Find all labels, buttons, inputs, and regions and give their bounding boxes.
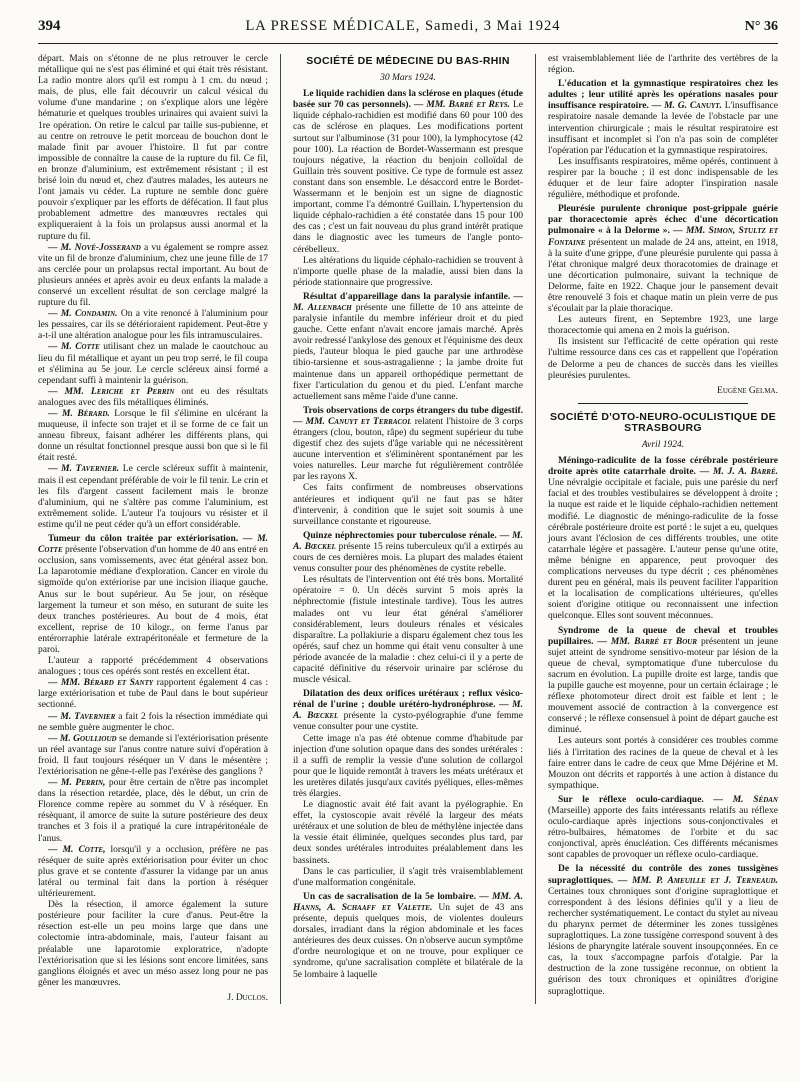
paragraph: — M. Goullioud se demande si l'extériorisation présente un réel avantage sur l'anus contre nature suivi d'opération à froid. Il faut toujours réséquer un V dans le mésentère ; l'extériorisation ne gêne-t-elle pas l'exérèse des ganglions ? <box>38 733 269 777</box>
paragraph: — M. Perrin, pour être certain de n'être pas incomplet dans la résection retardée, place, dès le début, un crin de Florence comme repère au sommet du V à réséquer. En résèquant, il amorce de suite la suture postérieure des deux tranches et 3 fois il a pratiqué la cure intrapéritonéale de l'anus. <box>38 778 269 844</box>
journal-title: LA PRESSE MÉDICALE, Samedi, 3 Mai 1924 <box>245 18 561 34</box>
paragraph: est vraisemblablement liée de l'arthrite des vertèbres de la région. <box>547 54 778 76</box>
paragraph: Les auteurs firent, en Septembre 1923, une large thoracectomie qui amena en 2 mois la guérison. <box>547 315 778 337</box>
section-title: SOCIÉTÉ DE MÉDECINE DU BAS-RHIN <box>306 55 510 67</box>
article: Un cas de sacralisation de la 5e lombaire. — MM. A. Hanns, A. Schaaff et Valette. Un sujet de 43 ans présente, depuis quelques mois, de violentes douleurs dorsales, irradiant dans la région abdominale et les faces antérieures des deux cuisses. On n'observe aucun symptôme d'ordre neurologique et on ne trouve, pour expliquer ce syndrome, qu'une sacralisation complète et bilatérale de la 5e lombaire à laquelle <box>292 891 524 980</box>
paragraph: — M. Condamin. On a vite renoncé à l'aluminium pour les pessaires, car ils se détérioraient rapidement. Peut-être y a-t-il une altération analogue pour les fils intramusculaires. <box>38 309 269 342</box>
article: Pleurésie purulente chronique post-grippale guérie par thoracectomie après échec d'une décortication pulmonaire « à la Delorme ». — MM. Simon, Stultz et Fontaine présentent un malade de 24 ans, atteint, en 1918, à la suite d'une grippe, d'une pleurésie purulente qui passa à l'état chronique malgré deux thoracotomies de drainage et une décortication pulmonaire, suivant la technique de Delorme, faite en 1922. Chaque jour le pansement devait être renouvelé 3 fois et chaque matin un plein verre de pus s'écoulait par la plaie thoracique. <box>547 204 778 315</box>
section-date: 30 Mars 1924. <box>380 73 436 84</box>
section-title: SOCIÉTÉ D'OTO-NEURO-OCULISTIQUE DE STRASBOURG <box>549 410 776 434</box>
article: De la nécessité du contrôle des zones tussigènes supraglottiques. — MM. P. Ameuille et J. Terneaud. Certaines toux chroniques sont d'origine supraglottique et correspondent à des lésions définies qu'il y a lieu de rechercher systématiquement. Le contact du stylet au niveau du pharynx permet de déterminer les zones tussigènes supraglottiques. La zone tussigène correspond souvent à des lésions de pharyngite latérale souvent insoupçonnées. En ce cas, la toux s'accompagne parfois d'otalgie. Par la destruction de la zone tussigène reconnue, on obtient la guérison des toux chroniques et opiniâtres d'origine supraglottique. <box>547 864 778 997</box>
article: Syndrome de la queue de cheval et troubles pupillaires. — MM. Barré et Bour présentent un jeune sujet atteint de syndrome sensitivo-moteur par lésion de la queue de cheval, symptomatique d'une tuberculose du sacrum en évolution. La pupille droite est large, tandis que la pupille gauche est moyenne, pour un certain éclairage ; le réflexe photomoteur direct droit est faible et lent ; le mouvement associé de contraction à la convergence est conservé ; le réflexe consensuel à point de départ gauche est diminué. <box>547 625 778 736</box>
paragraph: départ. Mais on s'étonne de ne plus retrouver le cercle métallique qui ne s'est pas éliminé et qui était très résistant. La radio montre alors qu'il est rompu à 1 cm. du nœud ; mais, de plus, elle fait découvrir un calcul vésical du volume d'une mandarine ; on s'explique alors une légère hématurie et quelques troubles urinaires qui avaient suivi la 1re opération. On retire le calcul par taille sus-pubienne, et au centre on retrouve le petit morceau de bouchon dont le malade finit par avouer l'histoire. Il fut par contre impossible de connaître la cause de la rupture du fil. Ce fil, en bronze d'aluminium, est extrêmement résistant ; il est brisé loin du nœud et, chez d'autres malades, les auteurs ne l'ont jamais vu céder. La rupture ne semble donc guère pouvoir s'expliquer par les efforts de défécation. Il faut plus probablement admettre des manœuvres rectales qui expliqueraient à la fois un prolapsus aussi anormal et la rupture du fil. <box>38 54 269 242</box>
signature: J. Duclos. <box>227 992 269 1003</box>
paragraph: Les insuffisants respiratoires, même opérés, continuent à respirer par la bouche ; il est donc indispensable de les éduquer et de leur faire adopter l'inspiration nasale régulière, méthodique et profonde. <box>547 156 778 201</box>
paragraph: Cette image n'a pas été obtenue comme d'habitude par injection d'une solution opaque dans des sondes urétérales : il a suffi de remplir la vessie d'une solution de collargol pour que le liquide remontât à travers les méats urétéraux et les uretères dilatés jusqu'aux cavités pyéliques, elles-mêmes très élargies. <box>292 733 523 799</box>
article: Sur le réflexe oculo-cardiaque. — M. Sédan (Marseille) apporte des faits intéressants relatifs au réflexe oculo-cardiaque après injections sous-conjonctivales et rétro-bulbaires, hématomes de l'orbite et du sac conjonctival, après énucléation. Ces différents mécanismes sont capables de provoquer un réflexe oculo-cardiaque. <box>547 794 778 861</box>
article: Quinze néphrectomies pour tuberculose rénale. — M. A. Bœckel présente 15 reins tuberculeux qu'il a extirpés au cours de ces dernières mois. La plupart des malades étaient venus consulter pour des phénomènes de cystite rebelle. <box>292 530 523 575</box>
paragraph: Ils insistent sur l'efficacité de cette opération qui reste l'ultime ressource dans ces cas et rappellent que l'opération de Delorme a peu de chances de succès dans les vieilles pleurésies purulentes. <box>547 337 778 381</box>
article: Résultat d'appareillage dans la paralysie infantile. — M. Allenbach présente une fillette de 10 ans atteinte de paralysie infantile du membre inférieur droit et du pied gauche. Cette enfant n'avait encore jamais marché. Après avoir redressé l'ankylose des genoux et l'équinisme des deux pieds, l'auteur bloqua le pied gauche par une arthrodèse tibio-tarsienne et sous-astragalienne ; la jambe droite fut maintenue dans un appareil orthopédique permettant de fixer l'articulation du genou et du pied. L'enfant marche actuellement sans même l'aide d'une canne. <box>292 291 523 402</box>
article: L'éducation et la gymnastique respiratoires chez les adultes ; leur utilité après les opérations nasales pour insuffisance respiratoire. — M. G. Canuyt. L'insuffisance respiratoire nasale demande la levée de l'obstacle par une intervention chirurgicale ; mais le résultat respiratoire est insuffisant et incomplet si l'on n'a pas soin de compléter l'opération par l'éducation et la gymnastique respiratoires. <box>547 79 778 156</box>
page-number: 394 <box>38 18 61 34</box>
article: Méningo-radiculite de la fosse cérébrale postérieure droite après otite catarrhale droite. — M. J. A. Barré. Une névralgie occipitale et faciale, puis une parésie du nerf facial et des troubles vestibulaires se développent à droite ; la nuque est raide et le liquide céphalo-rachidien nettement modifié. Le diagnostic de méningo-radiculite de la fosse cérébrale postérieure droite est porté : le sujet a eu, quelques jours avant l'éclosion de ces différents troubles, une otite catarrhale légère et passagère. L'auteur pense qu'une otite, même bénigne en apparence, peut provoquer des complications nerveuses du type décrit ; ces phénomènes durent peu en général, mais ils peuvent faciliter l'apparition et la localisation de complications ultérieures, qu'elles soient d'origine otitique ou reconnaissent une infection quelconque. Elles sont souvent méconnues. <box>547 456 778 622</box>
article: Trois observations de corps étrangers du tube digestif. — MM. Canuyt et Terracol relatent l'histoire de 3 corps étrangers (clou, bouton, râpe) du segment supérieur du tube digestif chez des sujets d'âge variable qui ne nécessitèrent aucune intervention et s'éliminèrent spontanément par les voies naturelles. Leur marche fut régulièrement contrôlée par les rayons X. <box>292 405 523 483</box>
section-rule <box>578 403 748 404</box>
section-date: Avril 1924. <box>641 440 685 450</box>
paragraph: Le diagnostic avait été fait avant la pyélographie. En effet, la cystoscopie avait révélé la largeur des méats urétéraux et une solution de bleu de méthylène injectée dans la vessie était éliminée, quelques secondes plus tard, par deux sondes urétérales introduites préalablement dans les bassinets. <box>292 800 523 866</box>
paragraph: Les auteurs sont portés à considérer ces troubles comme liés à l'irritation des racines de la queue de cheval et à les faire entrer dans le cadre de ceux que Mme Déjérine et M. Mouzon ont décrits et rapportés à une action à distance du sympathique. <box>547 736 778 791</box>
signature: Eugène Gelma. <box>717 385 778 396</box>
paragraph: Les résultats de l'intervention ont été très bons. Mortalité opératoire = 0. Un décès survint 5 mois après la néphrectomie (fistule intestinale tardive). Tous les autres malades ont vu leur état général s'améliorer considérablement, leurs douleurs rénales et vésicales disparaître. La pollakiurie a disparu également chez tous les opérés, sauf chez un homme qui était venu consulter à une période avancée de la maladie : chez celui-ci il y a perte de capacité définitive du réservoir urinaire par sclérose du muscle vésical. <box>292 575 523 686</box>
article-heading: Tumeur du côlon traitée par extériorisation. — M. Cotte présente l'observation d'un homme de 40 ans entré en occlusion, sans vomissements, avec état général assez bon. La laparotomie médiane d'exploration. Cancer en virole du sigmoïde qu'on extériorise par une incision iliaque gauche. Anus sur le bout supérieur. Au 5e jour, on résèque largement la tumeur et son méso, en suturant de suite les deux tranches postérieures. Au bout de 4 mois, état excellent, reprise de 10 kilogr., on ferme l'anus par entérorraphie latérale extrapéritonéale et fermeture de la paroi. <box>38 534 269 655</box>
paragraph: — MM. Bérard et Santy rapportent également 4 cas : large extériorisation et tube de Paul dans le bout supérieur sectionné. <box>38 678 269 711</box>
paragraph: Les altérations du liquide céphalo-rachidien se trouvent à n'importe quelle phase de la maladie, aussi bien dans la période stationnaire que progressive. <box>292 255 523 288</box>
paragraph: — M. Tavernier a fait 2 fois la résection immédiate qui ne semble guère augmenter le choc. <box>38 711 269 733</box>
article: Dilatation des deux orifices urétéraux ; reflux vésico-rénal de l'urine ; double urétéro-hydronéphrose. — M. A. Bœckel présente la cysto-pyélographie d'une femme venue consulter pour une cystite. <box>292 689 524 733</box>
paragraph: — M. Cotte utilisant chez un malade le caoutchouc au lieu du fil métallique et ayant un peu trop serré, le fil coupa et s'élimina au 5e jour. Le cercle scléreux ainsi formé a cependant suffi à maintenir la guérison. <box>38 342 269 386</box>
paragraph: — MM. Leriche et Perrin ont eu des résultats analogues avec des fils métalliques éliminés. <box>38 386 269 408</box>
paragraph: — M. Nové-Josserand a vu également se rompre assez vite un fil de bronze d'aluminium, chez une jeune fille de 17 ans cerclée pour un prolapsus rectal important. Au bout de plusieurs années et après avoir eu deux enfants la malade a conservé un excellent résultat de son cerclage malgré la rupture du fil. <box>38 242 269 309</box>
paragraph: — M. Cotte, lorsqu'il y a occlusion, préfère ne pas réséquer de suite après extériorisation pour éviter un choc plus grave et se contente d'assurer la vidange par un anus latéral ou terminal fait dans la portion à réséquer ultérieurement. <box>38 844 269 900</box>
paragraph: — M. Bérard. Lorsque le fil s'élimine en ulcérant la muqueuse, il infecte son trajet et il se forme de ce fait un anneau fibreux, faisant adhérer les différents plans, qui donne un résultat fonctionnel presque aussi bon que si le fil était resté. <box>38 409 269 464</box>
column-divider <box>535 54 536 1004</box>
paragraph: Ces faits confirment de nombreuses observations antérieures et indiquent qu'il ne faut pas se hâter d'intervenir, à condition que le sujet soit soumis à une surveillance constante et rigoureuse. <box>292 483 523 527</box>
column-1 <box>38 54 268 1004</box>
page-header <box>38 18 778 44</box>
issue-number: N° 36 <box>744 19 778 34</box>
column-2 <box>293 54 523 1004</box>
article: Le liquide rachidien dans la sclérose en plaques (étude basée sur 70 cas personnels). — MM. Barré et Reys. Le liquide céphalo-rachidien est modifié dans 60 pour 100 des cas de sclérose en plaques. Les modifications portent surtout sur l'albuminose (31 pour 100), la lymphocytose (42 pour 100). La réaction de Bordet-Wassermann est presque toujours négative, la réaction du benjoin colloïdal de Guillain très souvent positive. Ce type de formule est assez constant dans son ensemble. Le désaccord entre le Bordet-Wassermann et le benjoin est un signe de diagnostic important, comme l'a démontré Guillain. L'hypertension du liquide céphalo-rachidien a été constatée dans 15 pour 100 des cas ; c'est un fait nouveau du plus grand intérêt pratique dans le diagnostic avec les tumeurs de l'angle ponto-cérébelleux. <box>292 89 523 255</box>
columns <box>38 54 778 1004</box>
paragraph: Dès la résection, il amorce également la suture postérieure pour faciliter la cure d'anus. Peut-être la résection est-elle un peu moins large que dans une colectomie intra-abdominale, mais, l'auteur faisant au préalable une laparotomie exploratrice, n'adopte l'extériorisation que si les lésions sont encore limitées, sans ganglions éloignés et avec un méso assez long pour ne pas gêner les manœuvres. <box>38 900 269 988</box>
column-divider <box>280 54 281 1004</box>
paragraph: L'auteur a rapporté précédemment 4 observations analogues ; tous ces opérés sont restés en excellent état. <box>38 656 269 678</box>
column-3 <box>548 54 778 1004</box>
paragraph: Dans le cas particulier, il s'agit très vraisemblablement d'une malformation congénitale. <box>292 866 523 888</box>
paragraph: — M. Tavernier. Le cercle scléreux suffit à maintenir, mais il est cependant préférable de voir le fil tenir. Le crin et les fils d'argent cassent facilement mais le bronze d'aluminium, qui ne s'altère pas comme l'aluminium, est extrêmement solide. L'auteur l'a toujours vu résister et il estime qu'il ne peut céder qu'à un effort considérable. <box>38 464 269 530</box>
